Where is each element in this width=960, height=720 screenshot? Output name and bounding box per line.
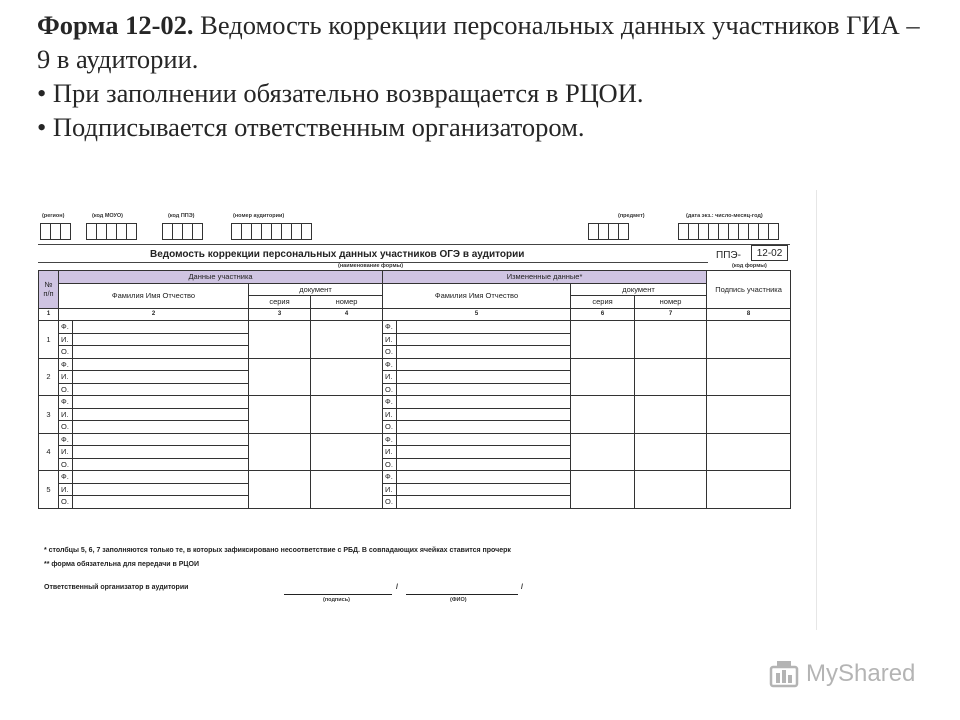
col-number: 6 — [571, 308, 635, 321]
label-f: Ф. — [59, 358, 73, 371]
label-f: Ф. — [59, 471, 73, 484]
fio-line — [406, 594, 518, 595]
label-subject: (предмет) — [618, 213, 645, 219]
label-form-name: (наименование формы) — [338, 263, 404, 269]
label-o: О. — [383, 458, 397, 471]
label-o: О. — [59, 496, 73, 509]
auditorium-boxes — [231, 223, 311, 240]
table-row — [39, 321, 791, 334]
slide-heading — [37, 8, 937, 144]
label-i: И. — [383, 446, 397, 459]
label-f: Ф. — [59, 321, 73, 334]
organizer-label: Ответственный организатор в аудитории — [44, 584, 189, 591]
fio-caption: (ФИО) — [450, 597, 467, 603]
date-boxes — [678, 223, 778, 240]
header-number-1: номер — [311, 296, 383, 309]
label-f: Ф. — [383, 433, 397, 446]
table-row — [39, 433, 791, 446]
correction-table — [38, 270, 791, 509]
title-rule-top — [38, 244, 790, 245]
table-row — [39, 471, 791, 484]
form-12-02-image — [38, 208, 790, 608]
header-num: № п/п — [39, 271, 59, 309]
ppe-prefix: ППЭ- — [716, 250, 741, 261]
ppe-boxes — [162, 223, 202, 240]
label-i: И. — [59, 446, 73, 459]
image-edge — [816, 190, 817, 630]
label-form-code: (код формы) — [732, 263, 767, 269]
form-title: Ведомость коррекции персональных данных участников ОГЭ в аудитории — [150, 249, 525, 260]
col-number: 3 — [249, 308, 311, 321]
label-f: Ф. — [383, 471, 397, 484]
label-i: И. — [59, 333, 73, 346]
slash-1: / — [396, 584, 398, 591]
slash-2: / — [521, 584, 523, 591]
label-auditorium: (номер аудитории) — [233, 213, 285, 219]
label-i: И. — [383, 408, 397, 421]
footnote-required: ** форма обязательна для передачи в РЦОИ — [44, 561, 200, 568]
label-f: Ф. — [383, 358, 397, 371]
myshared-logo-icon — [768, 658, 800, 690]
label-o: О. — [383, 421, 397, 434]
bullet-signed: • Подписывается ответственным организатором. — [37, 112, 585, 142]
label-o: О. — [59, 421, 73, 434]
label-region: (регион) — [42, 213, 65, 219]
row-number: 2 — [39, 358, 59, 396]
row-number: 4 — [39, 433, 59, 471]
row-number: 1 — [39, 321, 59, 359]
label-f: Ф. — [59, 396, 73, 409]
header-document-1: документ — [249, 283, 383, 296]
label-i: И. — [383, 333, 397, 346]
form-label: Форма 12-02. — [37, 10, 194, 40]
sig-caption: (подпись) — [323, 597, 350, 603]
label-i: И. — [59, 483, 73, 496]
table-row — [39, 396, 791, 409]
subject-boxes — [588, 223, 628, 240]
header-fio-1: Фамилия Имя Отчество — [59, 283, 249, 308]
bullet-return: • При заполнении обязательно возвращается в РЦОИ. — [37, 78, 644, 108]
label-o: О. — [383, 383, 397, 396]
label-i: И. — [383, 483, 397, 496]
label-f: Ф. — [383, 396, 397, 409]
header-participant-data: Данные участника — [59, 271, 383, 284]
label-o: О. — [383, 496, 397, 509]
label-i: И. — [59, 371, 73, 384]
header-series-2: серия — [571, 296, 635, 309]
label-o: О. — [59, 458, 73, 471]
header-series-1: серия — [249, 296, 311, 309]
header-changed-data: Измененные данные* — [383, 271, 707, 284]
header-document-2: документ — [571, 283, 707, 296]
col-number: 2 — [59, 308, 249, 321]
row-number: 5 — [39, 471, 59, 509]
heading-title-text: Ведомость коррекции персональных данных участников ГИА – 9 в аудитории. — [37, 10, 920, 74]
label-mouo: (код МОУО) — [92, 213, 123, 219]
label-ppe: (код ППЭ) — [168, 213, 195, 219]
mouo-boxes — [86, 223, 136, 240]
signature-line — [284, 594, 392, 595]
col-number: 8 — [707, 308, 791, 321]
label-f: Ф. — [383, 321, 397, 334]
col-number: 1 — [39, 308, 59, 321]
heading-title — [37, 8, 937, 76]
col-number: 4 — [311, 308, 383, 321]
label-exam-date: (дата экз.: число-месяц-год) — [686, 213, 763, 219]
col-number: 7 — [635, 308, 707, 321]
header-fio-2: Фамилия Имя Отчество — [383, 283, 571, 308]
column-numbers-row — [39, 308, 791, 321]
label-o: О. — [383, 346, 397, 359]
header-signature: Подпись участника — [707, 271, 791, 309]
header-number-2: номер — [635, 296, 707, 309]
table-row — [39, 358, 791, 371]
label-f: Ф. — [59, 433, 73, 446]
watermark-text: MyShared — [806, 660, 916, 687]
row-number: 3 — [39, 396, 59, 434]
region-boxes — [40, 223, 70, 240]
form-code: 12-02 — [751, 245, 788, 261]
col-number: 5 — [383, 308, 571, 321]
label-i: И. — [383, 371, 397, 384]
label-i: И. — [59, 408, 73, 421]
footnote-columns: * столбцы 5, 6, 7 заполняются только те, в которых зафиксировано несоответствие с РБД. В совпадающих ячейках ставится прочерк — [44, 547, 511, 554]
watermark — [768, 658, 915, 690]
label-o: О. — [59, 383, 73, 396]
label-o: О. — [59, 346, 73, 359]
